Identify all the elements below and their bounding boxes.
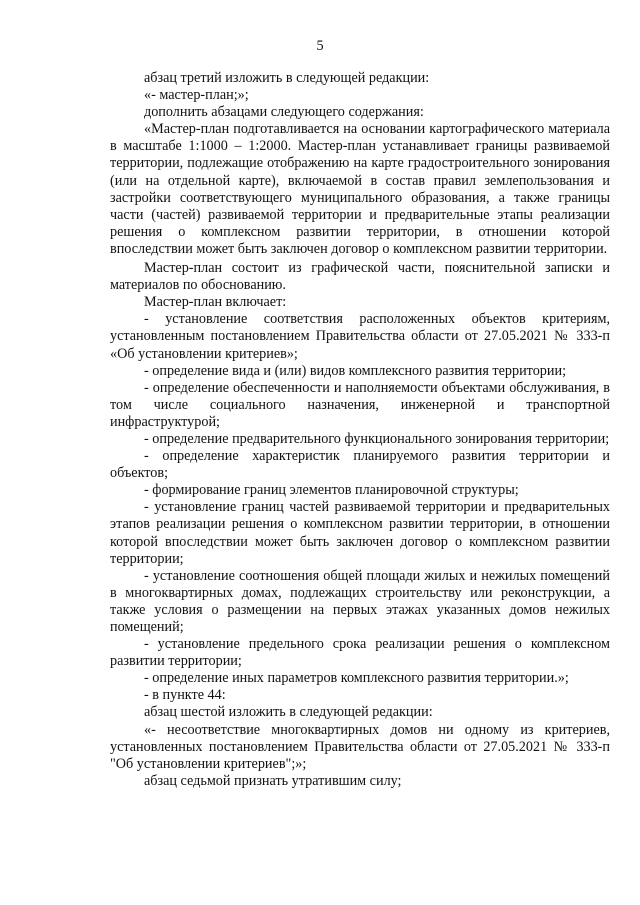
page-number: 5 <box>316 38 324 54</box>
paragraph-seventh-void: абзац седьмой признать утратившим силу; <box>144 772 402 789</box>
list-item-deadline: - установление предельного срока реализации решения о комплексном развитии территории; <box>110 636 610 670</box>
list-item-other-parameters: - определение иных параметров комплексного развития территории.»; <box>144 670 569 687</box>
paragraph-point-44: - в пункте 44: <box>144 687 226 704</box>
document-body <box>110 70 610 790</box>
list-item-criteria: - установление соответствия расположенных объектов критериям, установленным постановлением Правительства области от 27.05.2021 № 333-п «Об установлении критериев»; <box>110 311 610 362</box>
paragraph-master-plan-includes: Мастер-план включает: <box>144 294 287 311</box>
list-item-planning-structure: - формирование границ элементов планировочной структуры; <box>144 482 519 499</box>
list-item-area-ratio: - установление соотношения общей площади жилых и нежилых помещений в многоквартирных домах, подлежащих строительству или реконструкции, а также условия о размещении на первых этажах указанных домов нежилых помещений; <box>110 567 610 635</box>
paragraph-master-plan-composition: Мастер-план состоит из графической части, пояснительной записки и материалов по обоснованию. <box>110 260 610 294</box>
paragraph-nonconformity: «- несоответствие многоквартирных домов ни одному из критериев, установленных постановлением Правительства области от 27.05.2021 № 333-п "Об установлении критериев";»; <box>110 721 610 772</box>
paragraph-amend-sixth: абзац шестой изложить в следующей редакции: <box>144 704 433 721</box>
paragraph-amend-third: абзац третий изложить в следующей редакции: <box>144 70 430 86</box>
list-item-service-objects: - определение обеспеченности и наполняемости объектами обслуживания, в том числе социального назначения, инженерной и транспортной инфраструктурой; <box>110 379 610 430</box>
paragraph-master-plan-item: «- мастер-план;»; <box>144 87 249 104</box>
paragraph-master-plan-definition: «Мастер-план подготавливается на основании картографического материала в масштабе 1:1000 – 1:2000. Мастер-план устанавливает границы развиваемой территории, подлежащие отображению на карте градостроительного зонирования (или на отдельной карте), включаемой в состав правил землепользования и застройки соответствующего муниципального образования, а также границы части (частей) развиваемой территории и предварительные этапы реализации решения о комплексном развитии территории, в отношении которой впоследствии может быть заключен договор о комплексном развитии территории. <box>110 121 610 257</box>
list-item-functional-zoning: - определение предварительного функционального зонирования территории; <box>144 430 610 447</box>
paragraph-add-content: дополнить абзацами следующего содержания: <box>144 104 424 121</box>
list-item-development-characteristics: - определение характеристик планируемого развития территории и объектов; <box>110 448 610 482</box>
list-item-development-type: - определение вида и (или) видов комплексного развития территории; <box>144 362 567 379</box>
list-item-territory-parts: - установление границ частей развиваемой территории и предварительных этапов реализации решения о комплексном развитии территории, в отношении которой впоследствии может быть заключен договор о комплексном развитии территории; <box>110 499 610 567</box>
